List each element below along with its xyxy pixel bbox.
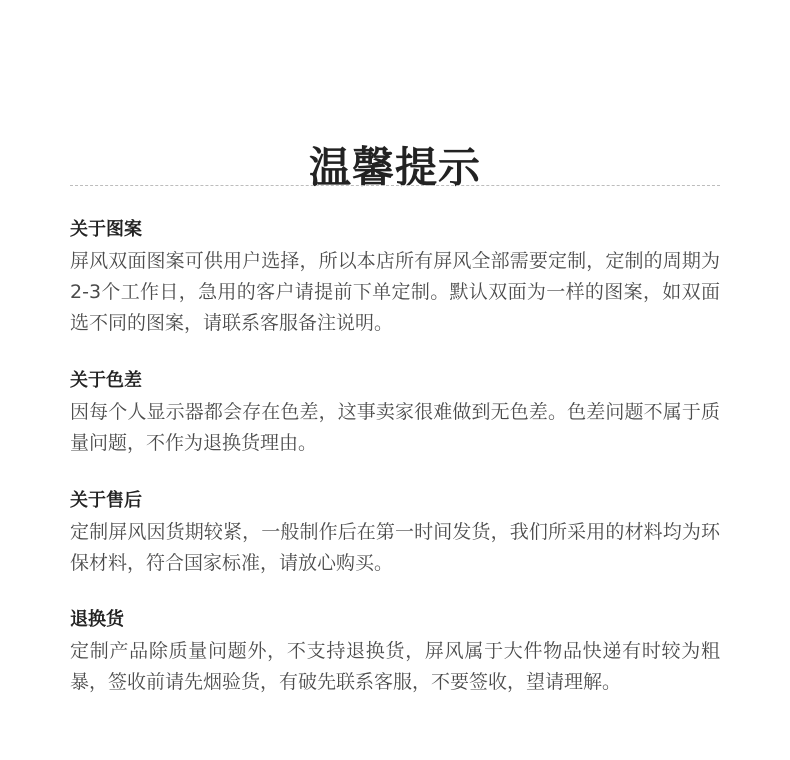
section-heading: 关于图案 xyxy=(70,219,142,240)
section-pattern xyxy=(70,216,720,339)
section-heading: 退换货 xyxy=(70,609,124,630)
section-after-sales xyxy=(70,487,720,579)
section-body: 屏风双面图案可供用户选择，所以本店所有屏风全部需要定制，定制的周期为2-3个工作日，急用的客户请提前下单定制。默认双面为一样的图案，如双面选不同的图案，请联系客服备注说明。 xyxy=(70,250,720,334)
section-returns xyxy=(70,606,720,698)
section-body: 因每个人显示器都会存在色差，这事卖家很难做到无色差。色差问题不属于质量问题，不作为退换货理由。 xyxy=(70,401,720,454)
section-color-difference xyxy=(70,367,720,459)
section-heading: 关于色差 xyxy=(70,370,142,391)
section-heading: 关于售后 xyxy=(70,490,142,511)
section-body: 定制屏风因货期较紧，一般制作后在第一时间发货，我们所采用的材料均为环保材料，符合国家标准，请放心购买。 xyxy=(70,521,720,574)
page-title: 温馨提示 xyxy=(308,143,481,193)
section-body: 定制产品除质量问题外，不支持退换货，屏风属于大件物品快递有时较为粗暴，签收前请先烟验货，有破先联系客服，不要签收，望请理解。 xyxy=(70,640,720,693)
dashed-divider xyxy=(70,185,720,186)
